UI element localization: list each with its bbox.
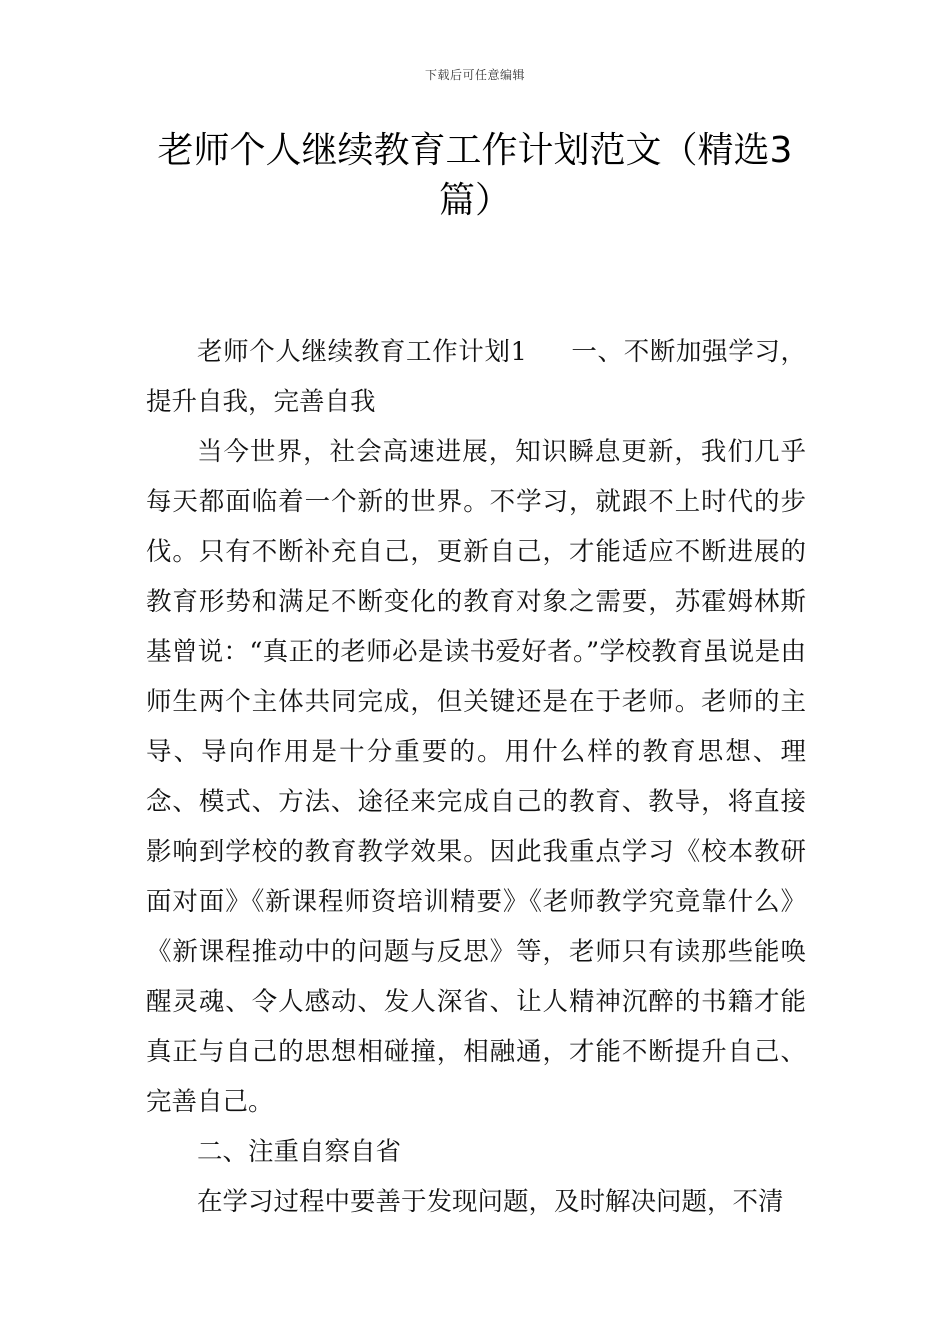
section-heading: 老师个人继续教育工作计划1 [197,337,527,367]
header-note: 下载后可任意编辑 [424,68,525,82]
paragraph-2: 在学习过程中要善于发现问题，及时解决问题，不清 [197,1187,784,1217]
document-body [146,327,806,1227]
document-title: 老师个人继续教育工作计划范文（精选3篇） [157,130,793,221]
section-heading-paragraph [146,327,806,427]
point1-heading: 一、不断加强学习，提升自我，完善自我 [146,337,806,417]
point2-heading: 二、注重自察自省 [197,1137,402,1167]
paragraph-1: 当今世界，社会高速进展，知识瞬息更新，我们几乎每天都面临着一个新的世界。不学习，就跟不上时代的步伐。只有不断补充自己，更新自己，才能适应不断进展的教育形势和满足不断变化的教育对象之需要，苏霍姆林斯基曾说：“真正的老师必是读书爱好者。”学校教育虽说是由师生两个主体共同完成，但关键还是在于老师。老师的主导、导向作用是十分重要的。用什么样的教育思想、理念、模式、方法、途径来完成自己的教育、教导，将直接影响到学校的教育教学效果。因此我重点学习《校本教研面对面》《新课程师资培训精要》《老师教学究竟靠什么》《新课程推动中的问题与反思》等，老师只有读那些能唤醒灵魂、令人感动、发人深省、让人精神沉醉的书籍才能真正与自己的思想相碰撞，相融通，才能不断提升自己、完善自己。 [146,437,806,1117]
